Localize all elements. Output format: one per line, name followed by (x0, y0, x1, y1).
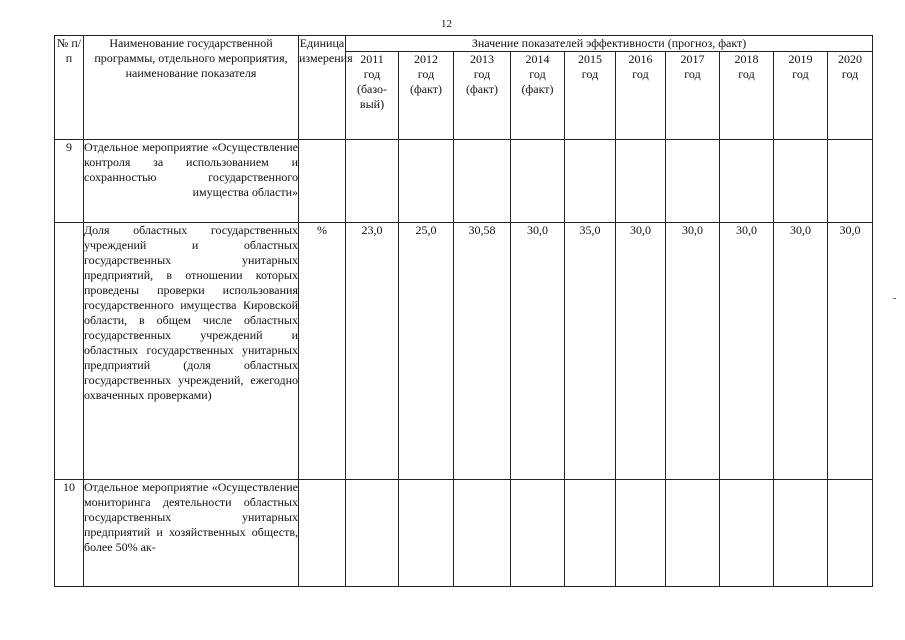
value-cell-2018: 30,0 (720, 223, 774, 480)
value-cell-2020 (828, 140, 873, 223)
header-year-2015 (565, 52, 616, 140)
year-note: год (581, 67, 599, 81)
value-cell-2011 (346, 140, 399, 223)
value-cell-2011: 23,0 (346, 223, 399, 480)
row-number: 10 (55, 480, 84, 587)
table-row (55, 140, 873, 223)
row-number (55, 223, 84, 480)
year-label: 2011 (360, 52, 384, 66)
year-note: (факт) (409, 82, 442, 96)
year-label: 2019 (788, 52, 813, 66)
header-year-2016 (616, 52, 666, 140)
page-number: 12 (441, 18, 452, 30)
value-cell-2013 (454, 140, 511, 223)
year-note: вый) (359, 97, 385, 111)
row-name: Доля областных государственных учреждений и областных государственных унитарных предприятий, в отношении которых проведены проверки использования государственного имущества Кировской области, в общем числе областных государственных учреждений и областных государственных унитарных предприятий (доля областных государственных учреждений, ежегодно охваченных проверками) (84, 223, 299, 480)
value-cell-2019 (774, 480, 828, 587)
value-cell-2017: 30,0 (666, 223, 720, 480)
value-cell-2017 (666, 480, 720, 587)
year-note: год (841, 67, 859, 81)
year-label: 2018 (734, 52, 759, 66)
value-cell-2020: 30,0 (828, 223, 873, 480)
value-cell-2013 (454, 480, 511, 587)
row-name: Отдельное мероприятие «Осуществление мониторинга деятельности областных государственных унитарных предприятий и хозяйственных обществ, более 50% ак- (84, 480, 299, 587)
year-label: 2017 (680, 52, 705, 66)
row-number: 9 (55, 140, 84, 223)
value-cell-2011 (346, 480, 399, 587)
value-cell-2018 (720, 480, 774, 587)
header-year-2018 (720, 52, 774, 140)
header-num: № п/п (55, 36, 84, 140)
value-cell-2014 (511, 480, 565, 587)
year-label: 2016 (628, 52, 653, 66)
value-cell-2016 (616, 140, 666, 223)
value-cell-2012 (399, 480, 454, 587)
value-cell-2014 (511, 140, 565, 223)
year-label: 2015 (578, 52, 602, 66)
year-label: 2012 (414, 52, 438, 66)
value-cell-2016 (616, 480, 666, 587)
year-note: год (632, 67, 649, 81)
year-note: (факт) (465, 82, 498, 96)
year-label: 2014 (525, 52, 550, 66)
year-note: (факт) (521, 82, 554, 96)
header-year-2014 (511, 52, 565, 140)
value-cell-2019 (774, 140, 828, 223)
year-note: год (792, 67, 809, 81)
value-cell-2014: 30,0 (511, 223, 565, 480)
indicators-table (54, 35, 873, 587)
value-cell-2015 (565, 480, 616, 587)
row-name: Отдельное мероприятие «Осуществление контроля за использованием и сохранностью государственного имущества области» (84, 140, 299, 223)
year-note: год (738, 67, 755, 81)
value-cell-2012: 25,0 (399, 223, 454, 480)
header-unit: Единица измерения (299, 36, 346, 140)
header-values-group: Значение показателей эффективности (прогноз, факт) (346, 36, 873, 52)
year-note: год (363, 67, 381, 81)
value-cell-2016: 30,0 (616, 223, 666, 480)
year-note: год (684, 67, 701, 81)
year-label: 2013 (470, 52, 494, 66)
value-cell-2017 (666, 140, 720, 223)
value-cell-2019: 30,0 (774, 223, 828, 480)
header-year-2012 (399, 52, 454, 140)
table-row (55, 480, 873, 587)
year-label: 2020 (838, 52, 863, 66)
header-name: Наименование государственной программы, отдельного мероприятия, наименование показателя (84, 36, 299, 140)
value-cell-2013: 30,58 (454, 223, 511, 480)
value-cell-2015 (565, 140, 616, 223)
year-note: (базо- (356, 82, 388, 96)
value-cell-2018 (720, 140, 774, 223)
header-year-2013 (454, 52, 511, 140)
header-year-2011 (346, 52, 399, 140)
year-note: год (473, 67, 491, 81)
row-unit: % (299, 223, 346, 480)
year-note: год (529, 67, 546, 81)
value-cell-2015: 35,0 (565, 223, 616, 480)
header-year-2020 (828, 52, 873, 140)
value-cell-2020 (828, 480, 873, 587)
row-unit (299, 140, 346, 223)
scan-speck (893, 298, 896, 299)
header-year-2017 (666, 52, 720, 140)
value-cell-2012 (399, 140, 454, 223)
header-year-2019 (774, 52, 828, 140)
row-unit (299, 480, 346, 587)
year-note: год (417, 67, 435, 81)
table-row (55, 223, 873, 480)
